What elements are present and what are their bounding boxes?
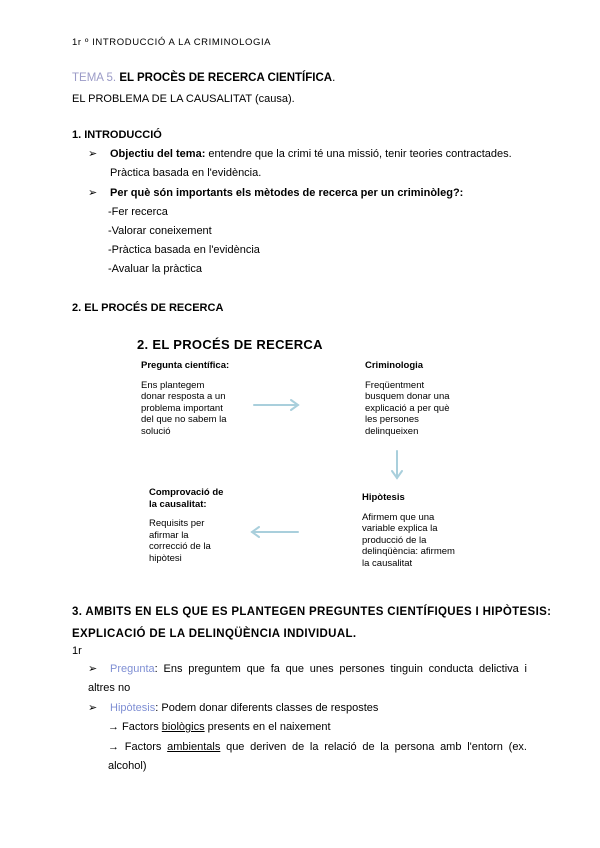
box-text: Requisits per afirmar la correcció de la hipòtesi	[149, 518, 211, 564]
factor-ambiental	[108, 738, 527, 776]
section3-heading-line1: 3. AMBITS EN ELS QUE ES PLANTEGEN PREGUNTES CIENTÍFIQUES I HIPÒTESIS:	[72, 606, 552, 618]
topic-name: EL PROCÈS DE RECERCA CIENTÍFICA	[119, 72, 333, 84]
list-item: -Avaluar la pràctica	[108, 263, 202, 275]
hipotesis-line	[88, 699, 378, 718]
topic-subtitle: EL PROBLEMA DE LA CAUSALITAT (causa).	[72, 93, 295, 105]
section2-heading: 2. EL PROCÉS DE RECERCA	[72, 302, 224, 314]
arrow-bullet-icon: ➢	[88, 187, 98, 199]
objective-text: entendre que la crimi té una missió, tenir teories contractades.	[205, 148, 512, 160]
pregunta-text: : Ens preguntem que fa que unes persones tinguin conducta delictiva i altres no	[88, 663, 527, 694]
factor-suffix: presents en el naixement	[204, 721, 331, 733]
objective-cont: Pràctica basada en l'evidència.	[110, 167, 262, 179]
diagram-title: 2. EL PROCÉS DE RECERCA	[137, 337, 323, 352]
pregunta-line	[88, 660, 527, 698]
arrow-bullet-icon: ➢	[88, 148, 98, 160]
arrow-down-icon	[392, 451, 402, 478]
arrow-left-icon	[252, 527, 298, 537]
list-item: -Fer recerca	[108, 206, 168, 218]
factor-keyword: biològics	[161, 721, 205, 733]
section3-heading-line2: EXPLICACIÓ DE LA DELINQÜÈNCIA INDIVIDUAL.	[72, 628, 357, 640]
list-item: -Valorar coneixement	[108, 225, 212, 237]
arrow-right-icon	[254, 400, 298, 410]
box-title: Pregunta científica:	[141, 360, 230, 371]
hipotesis-label: Hipòtesis	[110, 702, 156, 714]
section1-heading: 1. INTRODUCCIÓ	[72, 129, 162, 141]
box-text: Ens plantegem donar resposta a un problema important del que no sabem la solució	[141, 379, 227, 437]
arrow-bullet-icon: ➢	[88, 702, 98, 714]
box-text: Afirmem que una variable explica la producció de la delinqüència: afirmem la causalitat	[362, 511, 455, 569]
section3-note: 1r	[72, 645, 82, 657]
box-text: Freqüentment busquem donar una explicació a per què les persones delinqueixen	[365, 379, 450, 437]
factor-keyword: ambientals	[167, 741, 221, 753]
box-title: Comprovació de la causalitat:	[149, 487, 224, 510]
factor-suffix: que deriven de la relació de la persona amb l'entorn (ex. alcohol)	[108, 741, 527, 772]
box-title: Criminologia	[365, 360, 424, 371]
objective-label: Objectiu del tema:	[110, 148, 206, 160]
why-label: Per què són importants els mètodes de recerca per un criminòleg?:	[110, 187, 464, 199]
factor-prefix: → Factors	[108, 721, 162, 733]
box-title: Hipòtesis	[362, 492, 405, 503]
topic-number: TEMA 5.	[72, 72, 117, 84]
topic-title-end: .	[332, 72, 336, 84]
list-item: -Pràctica basada en l'evidència	[108, 244, 260, 256]
pregunta-label: Pregunta	[110, 663, 155, 675]
page-header: 1r º INTRODUCCIÓ A LA CRIMINOLOGIA	[72, 37, 272, 48]
hipotesis-text: : Podem donar diferents classes de respostes	[155, 702, 379, 714]
factor-biologic	[108, 718, 331, 737]
factor-prefix: → Factors	[108, 741, 168, 753]
arrow-bullet-icon: ➢	[88, 663, 98, 675]
